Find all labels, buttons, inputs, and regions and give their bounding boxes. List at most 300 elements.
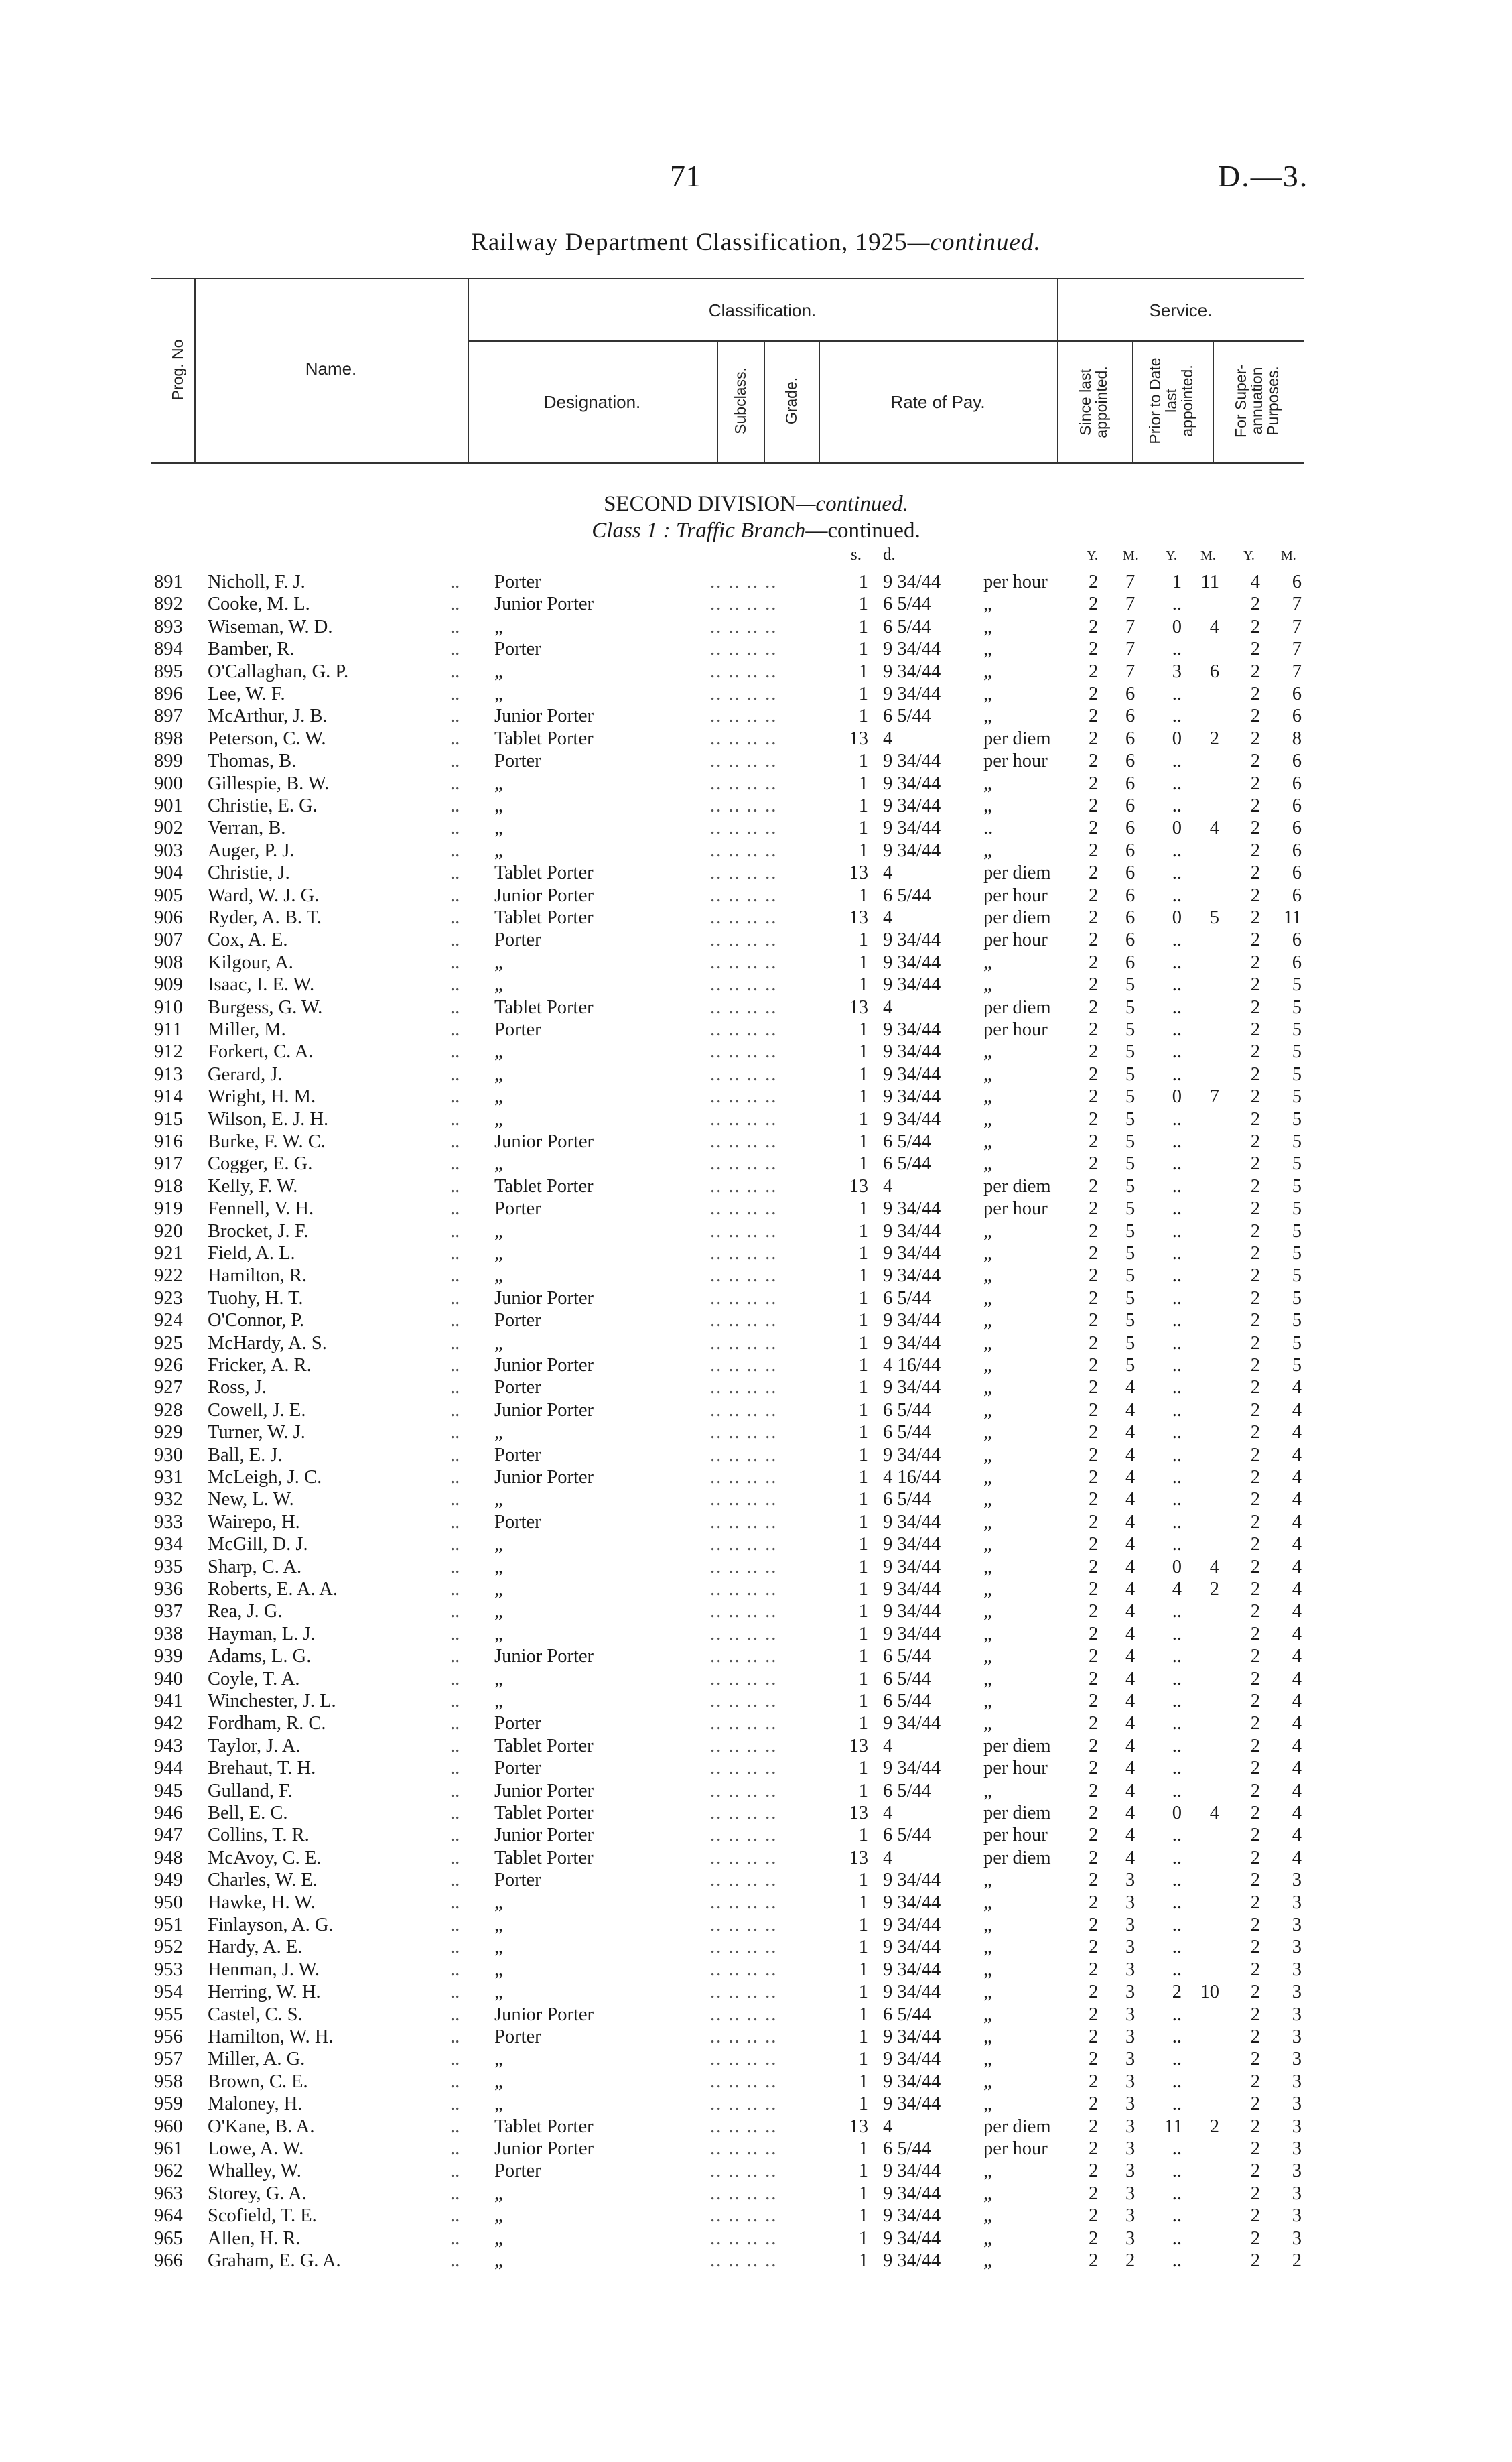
- since-last-years: 2: [1089, 1579, 1099, 1600]
- since-last-years: 2: [1089, 773, 1099, 794]
- rate-period: „: [983, 1355, 992, 1376]
- super-years: 2: [1250, 2026, 1260, 2047]
- leader-dots: ..: [450, 1623, 460, 1644]
- super-years: 2: [1250, 1534, 1260, 1555]
- designation: „: [494, 974, 503, 996]
- super-months: 6: [1292, 929, 1302, 951]
- header-prog-no: Prog. No: [169, 339, 186, 401]
- rate-pence: 9 34/44: [883, 974, 941, 996]
- prog-no: 899: [154, 751, 183, 772]
- super-months: 5: [1292, 1310, 1302, 1332]
- prog-no: 963: [154, 2183, 183, 2204]
- prog-no: 960: [154, 2116, 183, 2137]
- table-row: [0, 862, 1512, 884]
- super-years: 2: [1250, 661, 1260, 682]
- prog-no: 924: [154, 1310, 183, 1332]
- super-years: 2: [1250, 1287, 1260, 1309]
- table-row: [0, 1668, 1512, 1690]
- super-years: 2: [1250, 1220, 1260, 1242]
- prior-years: ..: [1172, 2227, 1182, 2249]
- leader-dots: .. .. .. ..: [710, 1086, 778, 1108]
- prior-years: 4: [1172, 1579, 1182, 1600]
- table-row: [0, 1712, 1512, 1734]
- super-years: 2: [1250, 1825, 1260, 1846]
- employee-name: Maloney, H.: [208, 2093, 303, 2115]
- super-months: 3: [1292, 2026, 1302, 2047]
- col-divider: [717, 340, 718, 462]
- super-years: 2: [1250, 818, 1260, 839]
- leader-dots: .. .. .. ..: [710, 974, 778, 996]
- prog-no: 947: [154, 1825, 183, 1846]
- table-row: [0, 1645, 1512, 1667]
- designation: Junior Porter: [494, 1287, 594, 1309]
- since-last-years: 2: [1089, 2026, 1099, 2047]
- prior-years: ..: [1172, 1467, 1182, 1488]
- leader-dots: ..: [450, 1758, 460, 1779]
- since-last-years: 2: [1089, 2138, 1099, 2159]
- since-last-years: 2: [1089, 1310, 1099, 1332]
- table-row: [0, 1735, 1512, 1757]
- rate-pence: 9 34/44: [883, 1870, 941, 1891]
- designation: Junior Porter: [494, 1399, 594, 1421]
- rate-period: „: [983, 1579, 992, 1600]
- since-last-years: 2: [1089, 2116, 1099, 2137]
- col-divider: [1132, 340, 1133, 462]
- rate-shillings: 1: [858, 2049, 868, 2070]
- prior-years: ..: [1172, 751, 1182, 772]
- rate-shillings: 1: [858, 2183, 868, 2204]
- since-last-years: 2: [1089, 1399, 1099, 1421]
- rate-pence: 4 16/44: [883, 1467, 941, 1488]
- rate-pence: 9 34/44: [883, 1915, 941, 1935]
- table-row: [0, 593, 1512, 615]
- since-last-months: 7: [1125, 639, 1136, 660]
- super-months: 6: [1292, 684, 1302, 704]
- designation: „: [494, 840, 503, 861]
- prior-years: ..: [1172, 2138, 1182, 2159]
- since-last-years: 2: [1089, 1041, 1099, 1063]
- designation: „: [494, 2049, 503, 2070]
- employee-name: Auger, P. J.: [208, 840, 295, 861]
- leader-dots: ..: [450, 1399, 460, 1421]
- leader-dots: ..: [450, 594, 460, 615]
- designation: „: [494, 1265, 503, 1287]
- super-months: 11: [1283, 907, 1302, 928]
- since-last-years: 2: [1089, 2183, 1099, 2204]
- rate-pence: 9 34/44: [883, 1444, 941, 1466]
- since-last-years: 2: [1089, 1220, 1099, 1242]
- designation: „: [494, 1915, 503, 1935]
- designation: Porter: [494, 751, 541, 772]
- rate-shillings: 1: [858, 2160, 868, 2182]
- rate-shillings: 13: [849, 728, 868, 749]
- prior-years: ..: [1172, 1758, 1182, 1779]
- super-years: 2: [1250, 2160, 1260, 2182]
- leader-dots: ..: [450, 661, 460, 682]
- leader-dots: .. .. .. ..: [710, 1153, 778, 1175]
- prior-years: 2: [1172, 1982, 1182, 2003]
- super-years: 2: [1250, 1982, 1260, 2003]
- table-row: [0, 1959, 1512, 1981]
- rate-pence: 9 34/44: [883, 2250, 941, 2271]
- prior-years: 0: [1172, 616, 1182, 637]
- super-years: 2: [1250, 1131, 1260, 1152]
- employee-name: Ball, E. J.: [208, 1444, 283, 1466]
- table-row: [0, 1936, 1512, 1958]
- rate-pence: 9 34/44: [883, 1063, 941, 1085]
- rate-shillings: 1: [858, 1489, 868, 1510]
- super-months: 7: [1292, 661, 1302, 682]
- employee-name: McArthur, J. B.: [208, 706, 328, 727]
- since-last-years: 2: [1089, 862, 1099, 884]
- rate-shillings: 1: [858, 2093, 868, 2115]
- super-years: 2: [1250, 1399, 1260, 1421]
- rate-period: „: [983, 1220, 992, 1242]
- since-last-years: 2: [1089, 929, 1099, 951]
- table-row: [0, 1578, 1512, 1600]
- leader-dots: ..: [450, 2250, 460, 2271]
- designation: „: [494, 1579, 503, 1600]
- prog-no: 922: [154, 1265, 183, 1287]
- prior-years: ..: [1172, 2183, 1182, 2204]
- prog-no: 946: [154, 1803, 183, 1823]
- super-years: 2: [1250, 2004, 1260, 2025]
- rate-pence: 6 5/44: [883, 1668, 932, 1689]
- table-row: [0, 1197, 1512, 1220]
- leader-dots: .. .. .. ..: [710, 1243, 778, 1264]
- prog-no: 914: [154, 1086, 183, 1108]
- rate-shillings: 1: [858, 1534, 868, 1555]
- since-last-years: 2: [1089, 1243, 1099, 1264]
- since-last-months: 2: [1125, 2250, 1136, 2271]
- class-suffix: —continued.: [805, 519, 920, 543]
- table-row: [0, 907, 1512, 929]
- unit-months-1: M.: [1123, 548, 1138, 563]
- rate-shillings: 1: [858, 952, 868, 973]
- rate-period: „: [983, 1646, 992, 1667]
- rate-shillings: 1: [858, 1713, 868, 1734]
- prior-years: ..: [1172, 1668, 1182, 1689]
- rate-shillings: 1: [858, 1310, 868, 1332]
- rate-pence: 6 5/44: [883, 1131, 932, 1152]
- rate-shillings: 1: [858, 616, 868, 637]
- since-last-years: 2: [1089, 1422, 1099, 1443]
- header-bottom-rule: [151, 462, 1304, 464]
- table-row: [0, 817, 1512, 839]
- leader-dots: ..: [450, 1803, 460, 1823]
- super-years: 2: [1250, 2116, 1260, 2137]
- since-last-years: 2: [1089, 2071, 1099, 2092]
- since-last-months: 5: [1125, 996, 1136, 1018]
- leader-dots: ..: [450, 572, 460, 592]
- prog-no: 900: [154, 773, 183, 794]
- prog-no: 906: [154, 907, 183, 928]
- rate-shillings: 1: [858, 773, 868, 794]
- leader-dots: ..: [450, 952, 460, 973]
- since-last-years: 2: [1089, 1489, 1099, 1510]
- employee-name: Gerard, J.: [208, 1063, 283, 1085]
- super-months: 4: [1292, 1623, 1302, 1644]
- prog-no: 943: [154, 1735, 183, 1756]
- leader-dots: .. .. .. ..: [710, 773, 778, 794]
- prior-years: ..: [1172, 1063, 1182, 1085]
- leader-dots: .. .. .. ..: [710, 1847, 778, 1868]
- since-last-months: 4: [1125, 1691, 1136, 1711]
- prog-no: 916: [154, 1131, 183, 1152]
- designation: „: [494, 1086, 503, 1108]
- since-last-months: 4: [1125, 1377, 1136, 1399]
- rate-shillings: 1: [858, 1646, 868, 1667]
- table-row: [0, 1533, 1512, 1555]
- rate-period: „: [983, 684, 992, 704]
- designation: Porter: [494, 929, 541, 951]
- prior-years: ..: [1172, 2004, 1182, 2025]
- super-months: 4: [1292, 1601, 1302, 1622]
- designation: „: [494, 1332, 503, 1354]
- prog-no: 930: [154, 1444, 183, 1466]
- leader-dots: .. .. .. ..: [710, 1601, 778, 1622]
- prog-no: 956: [154, 2026, 183, 2047]
- super-months: 5: [1292, 1063, 1302, 1085]
- rate-period: „: [983, 594, 992, 615]
- since-last-years: 2: [1089, 1153, 1099, 1175]
- designation: „: [494, 1153, 503, 1175]
- col-divider: [1213, 340, 1214, 462]
- rate-period: „: [983, 795, 992, 816]
- since-last-months: 5: [1125, 1041, 1136, 1063]
- leader-dots: ..: [450, 1780, 460, 1801]
- since-last-months: 6: [1125, 728, 1136, 749]
- super-years: 2: [1250, 840, 1260, 861]
- rate-period: „: [983, 1623, 992, 1644]
- rate-pence: 9 34/44: [883, 2093, 941, 2115]
- rate-period: per hour: [983, 1019, 1048, 1040]
- since-last-years: 2: [1089, 952, 1099, 973]
- rate-period: „: [983, 1310, 992, 1332]
- rate-period: „: [983, 1243, 992, 1264]
- designation: „: [494, 795, 503, 816]
- designation: „: [494, 684, 503, 704]
- rate-shillings: 1: [858, 572, 868, 592]
- prior-years: ..: [1172, 2205, 1182, 2227]
- since-last-months: 7: [1125, 616, 1136, 637]
- rate-shillings: 1: [858, 2138, 868, 2159]
- super-years: 2: [1250, 2183, 1260, 2204]
- designation: „: [494, 661, 503, 682]
- employee-name: Cogger, E. G.: [208, 1153, 313, 1175]
- leader-dots: ..: [450, 1310, 460, 1332]
- leader-dots: .. .. .. ..: [710, 1825, 778, 1846]
- prior-years: ..: [1172, 1287, 1182, 1309]
- since-last-years: 2: [1089, 1601, 1099, 1622]
- table-row: [0, 885, 1512, 907]
- employee-name: Peterson, C. W.: [208, 728, 326, 749]
- table-row: [0, 2093, 1512, 2115]
- since-last-years: 2: [1089, 1131, 1099, 1152]
- since-last-months: 4: [1125, 1758, 1136, 1779]
- table-row: [0, 1175, 1512, 1197]
- designation: „: [494, 2093, 503, 2115]
- super-years: 2: [1250, 1019, 1260, 1040]
- leader-dots: ..: [450, 1489, 460, 1510]
- leader-dots: ..: [450, 751, 460, 772]
- rate-shillings: 1: [858, 1623, 868, 1644]
- table-row: [0, 952, 1512, 974]
- since-last-years: 2: [1089, 1467, 1099, 1488]
- rate-pence: 9 34/44: [883, 1108, 941, 1130]
- prog-no: 955: [154, 2004, 183, 2025]
- super-years: 2: [1250, 706, 1260, 727]
- prior-years: ..: [1172, 594, 1182, 615]
- rate-period: „: [983, 616, 992, 637]
- super-months: 5: [1292, 1287, 1302, 1309]
- super-months: 4: [1292, 1758, 1302, 1779]
- rate-period: „: [983, 952, 992, 973]
- prog-no: 913: [154, 1063, 183, 1085]
- super-months: 3: [1292, 2138, 1302, 2159]
- super-months: 8: [1292, 728, 1302, 749]
- rate-pence: 6 5/44: [883, 1646, 932, 1667]
- rate-shillings: 1: [858, 706, 868, 727]
- unit-pence: d.: [883, 545, 896, 564]
- table-row: [0, 2250, 1512, 2272]
- prog-no: 909: [154, 974, 183, 996]
- table-row: [0, 2026, 1512, 2048]
- leader-dots: ..: [450, 1668, 460, 1689]
- rate-pence: 9 34/44: [883, 1959, 941, 1980]
- since-last-months: 3: [1125, 1870, 1136, 1891]
- rate-period: per diem: [983, 1735, 1051, 1756]
- rate-shillings: 1: [858, 1579, 868, 1600]
- since-last-months: 6: [1125, 952, 1136, 973]
- header-subclass: Subclass.: [732, 367, 749, 434]
- leader-dots: .. .. .. ..: [710, 2250, 778, 2271]
- employee-name: Cox, A. E.: [208, 929, 288, 951]
- rate-shillings: 1: [858, 1870, 868, 1891]
- leader-dots: ..: [450, 1243, 460, 1264]
- header-grade: Grade.: [782, 377, 800, 425]
- prior-years: ..: [1172, 1377, 1182, 1399]
- rate-shillings: 1: [858, 974, 868, 996]
- table-row: [0, 2183, 1512, 2205]
- leader-dots: ..: [450, 1086, 460, 1108]
- since-last-years: 2: [1089, 1735, 1099, 1756]
- since-last-years: 2: [1089, 1803, 1099, 1823]
- rate-pence: 9 34/44: [883, 1377, 941, 1399]
- super-years: 2: [1250, 1355, 1260, 1376]
- leader-dots: .. .. .. ..: [710, 2026, 778, 2047]
- designation: „: [494, 2183, 503, 2204]
- rate-pence: 9 34/44: [883, 1243, 941, 1264]
- since-last-months: 4: [1125, 1556, 1136, 1577]
- since-last-years: 2: [1089, 1108, 1099, 1130]
- prior-years: ..: [1172, 2071, 1182, 2092]
- since-last-months: 5: [1125, 1198, 1136, 1220]
- since-last-months: 3: [1125, 2160, 1136, 2182]
- leader-dots: ..: [450, 2071, 460, 2092]
- rate-period: per hour: [983, 751, 1048, 772]
- rate-pence: 9 34/44: [883, 2183, 941, 2204]
- leader-dots: ..: [450, 795, 460, 816]
- rate-period: „: [983, 1780, 992, 1801]
- rate-shillings: 1: [858, 885, 868, 906]
- since-last-years: 2: [1089, 684, 1099, 704]
- super-months: 7: [1292, 616, 1302, 637]
- since-last-years: 2: [1089, 1982, 1099, 2003]
- prior-years: ..: [1172, 1915, 1182, 1935]
- unit-years-3: Y.: [1243, 548, 1255, 563]
- since-last-months: 3: [1125, 2049, 1136, 2070]
- since-last-months: 3: [1125, 2116, 1136, 2137]
- prog-no: 940: [154, 1668, 183, 1689]
- super-years: 2: [1250, 1108, 1260, 1130]
- employee-name: Bell, E. C.: [208, 1803, 288, 1823]
- leader-dots: .. .. .. ..: [710, 1758, 778, 1779]
- table-row: [0, 1780, 1512, 1802]
- since-last-months: 3: [1125, 2093, 1136, 2115]
- since-last-months: 4: [1125, 1847, 1136, 1868]
- designation: Porter: [494, 1198, 541, 1220]
- since-last-months: 5: [1125, 1287, 1136, 1309]
- rate-shillings: 1: [858, 2227, 868, 2249]
- rate-pence: 9 34/44: [883, 1041, 941, 1063]
- designation: Junior Porter: [494, 885, 594, 906]
- rate-pence: 6 5/44: [883, 616, 932, 637]
- super-years: 2: [1250, 1265, 1260, 1287]
- employee-name: McHardy, A. S.: [208, 1332, 327, 1354]
- rate-pence: 6 5/44: [883, 1825, 932, 1846]
- employee-name: Field, A. L.: [208, 1243, 295, 1264]
- leader-dots: .. .. .. ..: [710, 862, 778, 884]
- employee-name: Storey, G. A.: [208, 2183, 307, 2204]
- rate-shillings: 1: [858, 1265, 868, 1287]
- rate-shillings: 1: [858, 2250, 868, 2271]
- leader-dots: .. .. .. ..: [710, 1735, 778, 1756]
- since-last-years: 2: [1089, 1556, 1099, 1577]
- designation: „: [494, 2205, 503, 2227]
- super-years: 2: [1250, 1758, 1260, 1779]
- table-row: [0, 1332, 1512, 1354]
- super-months: 4: [1292, 1399, 1302, 1421]
- leader-dots: .. .. .. ..: [710, 1691, 778, 1711]
- rate-period: „: [983, 706, 992, 727]
- employee-name: Graham, E. G. A.: [208, 2250, 341, 2271]
- since-last-years: 2: [1089, 1825, 1099, 1846]
- super-years: 2: [1250, 2093, 1260, 2115]
- designation: „: [494, 1556, 503, 1577]
- prior-years: ..: [1172, 974, 1182, 996]
- super-years: 2: [1250, 907, 1260, 928]
- leader-dots: ..: [450, 1870, 460, 1891]
- leader-dots: .. .. .. ..: [710, 1803, 778, 1823]
- prior-years: ..: [1172, 1601, 1182, 1622]
- rate-shillings: 1: [858, 1668, 868, 1689]
- rate-pence: 4: [883, 1803, 893, 1823]
- rate-pence: 9 34/44: [883, 639, 941, 660]
- prior-months: 7: [1209, 1086, 1219, 1108]
- division-suffix: —continued.: [796, 492, 908, 516]
- super-years: 2: [1250, 616, 1260, 637]
- leader-dots: ..: [450, 1511, 460, 1533]
- since-last-months: 5: [1125, 1063, 1136, 1085]
- leader-dots: .. .. .. ..: [710, 2071, 778, 2092]
- since-last-months: 3: [1125, 1982, 1136, 2003]
- designation: „: [494, 1108, 503, 1130]
- designation: Tablet Porter: [494, 1803, 594, 1823]
- super-months: 3: [1292, 2093, 1302, 2115]
- since-last-months: 4: [1125, 1825, 1136, 1846]
- since-last-months: 5: [1125, 1243, 1136, 1264]
